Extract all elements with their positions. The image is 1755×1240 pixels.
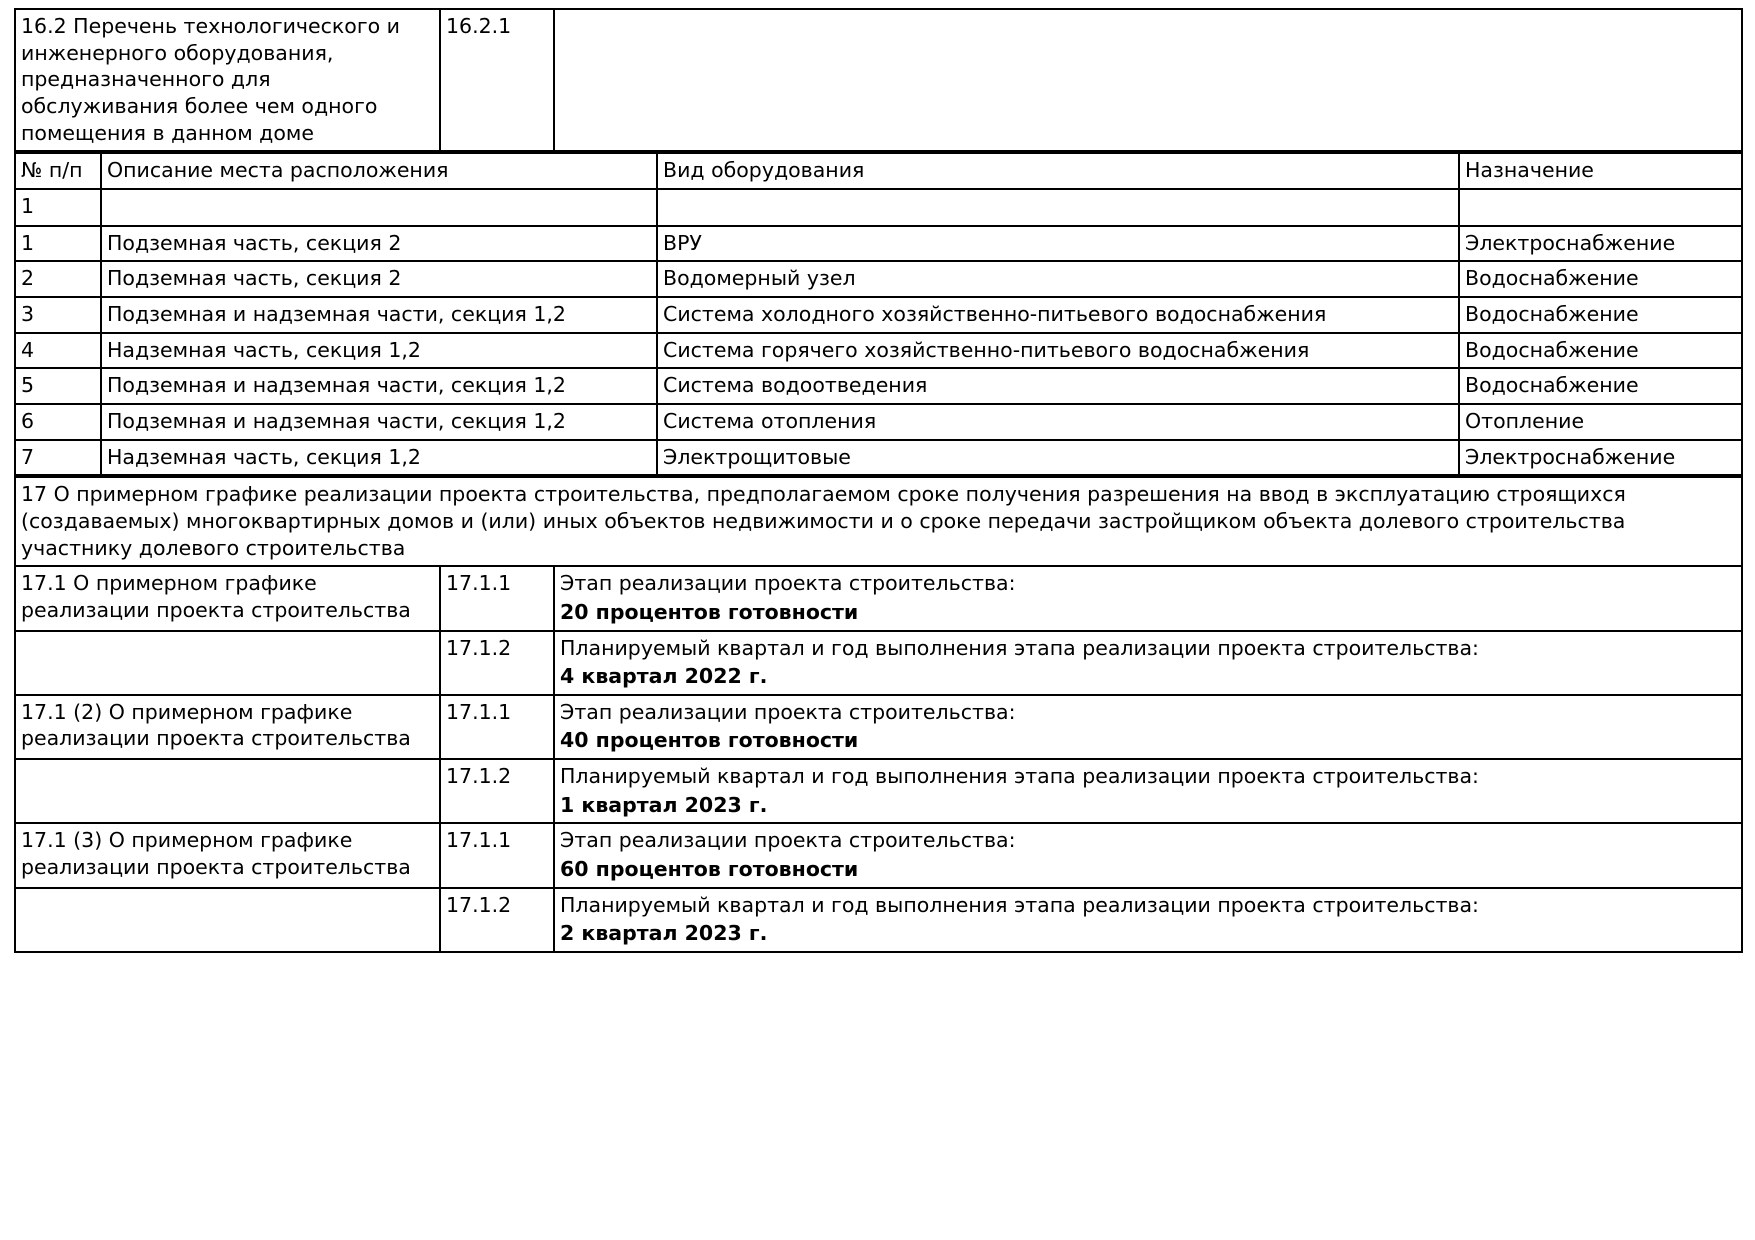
table-row <box>15 566 1742 630</box>
block-stage-cell <box>554 823 1742 887</box>
row-number: 7 <box>15 440 101 476</box>
stage-label: Этап реализации проекта строительства: <box>560 828 1016 853</box>
block-label-empty <box>15 759 440 823</box>
stage-label: Этап реализации проекта строительства: <box>560 699 1016 724</box>
row-number: 2 <box>15 261 101 297</box>
row-purpose: Водоснабжение <box>1459 261 1742 297</box>
table-row <box>15 9 1742 151</box>
block-label: 17.1 (3) О примерном графике реализации проекта строительства <box>15 823 440 887</box>
row-purpose: Электроснабжение <box>1459 440 1742 476</box>
row-number: 1 <box>15 226 101 262</box>
row-location: Надземная часть, секция 1,2 <box>101 333 657 369</box>
block-quarter-cell <box>554 631 1742 695</box>
equipment-group-row <box>15 189 1742 226</box>
group-number: 1 <box>15 189 101 226</box>
block-label-empty <box>15 631 440 695</box>
quarter-value: 4 квартал 2022 г. <box>560 664 768 689</box>
table-row <box>15 404 1742 440</box>
block-quarter-code: 17.1.2 <box>440 759 554 823</box>
group-location <box>101 189 657 226</box>
block-label: 17.1 О примерном графике реализации проекта строительства <box>15 566 440 630</box>
stage-value: 20 процентов готовности <box>560 599 859 624</box>
header-kind: Вид оборудования <box>657 153 1459 189</box>
row-number: 6 <box>15 404 101 440</box>
row-purpose: Электроснабжение <box>1459 226 1742 262</box>
block-label-empty <box>15 888 440 952</box>
block-quarter-cell <box>554 759 1742 823</box>
group-kind <box>657 189 1459 226</box>
row-purpose: Водоснабжение <box>1459 333 1742 369</box>
row-location: Подземная и надземная части, секция 1,2 <box>101 297 657 333</box>
stage-label: Этап реализации проекта строительства: <box>560 571 1016 596</box>
row-location: Надземная часть, секция 1,2 <box>101 440 657 476</box>
block-stage-code: 17.1.1 <box>440 695 554 759</box>
quarter-value: 2 квартал 2023 г. <box>560 921 768 946</box>
block-label: 17.1 (2) О примерном графике реализации проекта строительства <box>15 695 440 759</box>
stage-value: 40 процентов готовности <box>560 728 859 753</box>
row-kind: Система горячего хозяйственно-питьевого водоснабжения <box>657 333 1459 369</box>
row-location: Подземная и надземная части, секция 1,2 <box>101 368 657 404</box>
row-kind: Система водоотведения <box>657 368 1459 404</box>
header-location: Описание места расположения <box>101 153 657 189</box>
table-row <box>15 440 1742 476</box>
table-row <box>15 368 1742 404</box>
section-17-heading: 17 О примерном графике реализации проекта строительства, предполагаемом сроке получения разрешения на ввод в эксплуатацию строящихся (создаваемых) многоквартирных домов и (или) иных объектов недвижимости и о сроке передачи застройщиком объекта долевого строительства участнику долевого строительства <box>15 477 1742 566</box>
row-purpose: Отопление <box>1459 404 1742 440</box>
section-16-2-value <box>554 9 1742 151</box>
section-17-heading-row <box>15 477 1742 566</box>
equipment-table <box>14 152 1743 476</box>
section-17-table <box>14 476 1743 953</box>
row-kind: Система холодного хозяйственно-питьевого водоснабжения <box>657 297 1459 333</box>
section-16-2-table <box>14 8 1743 152</box>
block-quarter-code: 17.1.2 <box>440 888 554 952</box>
quarter-value: 1 квартал 2023 г. <box>560 792 768 817</box>
group-purpose <box>1459 189 1742 226</box>
row-kind: Электрощитовые <box>657 440 1459 476</box>
block-quarter-cell <box>554 888 1742 952</box>
table-row <box>15 759 1742 823</box>
row-location: Подземная часть, секция 2 <box>101 226 657 262</box>
row-location: Подземная часть, секция 2 <box>101 261 657 297</box>
table-row <box>15 297 1742 333</box>
header-purpose: Назначение <box>1459 153 1742 189</box>
table-row <box>15 823 1742 887</box>
quarter-label: Планируемый квартал и год выполнения этапа реализации проекта строительства: <box>560 635 1479 660</box>
table-row <box>15 695 1742 759</box>
quarter-label: Планируемый квартал и год выполнения этапа реализации проекта строительства: <box>560 892 1479 917</box>
section-16-2-title: 16.2 Перечень технологического и инженерного оборудования, предназначенного для обслуживания более чем одного помещения в данном доме <box>15 9 440 151</box>
quarter-label: Планируемый квартал и год выполнения этапа реализации проекта строительства: <box>560 764 1479 789</box>
row-kind: Система отопления <box>657 404 1459 440</box>
row-number: 5 <box>15 368 101 404</box>
table-row <box>15 261 1742 297</box>
row-kind: ВРУ <box>657 226 1459 262</box>
stage-value: 60 процентов готовности <box>560 857 859 882</box>
equipment-table-header-row <box>15 153 1742 189</box>
row-kind: Водомерный узел <box>657 261 1459 297</box>
row-location: Подземная и надземная части, секция 1,2 <box>101 404 657 440</box>
block-stage-code: 17.1.1 <box>440 823 554 887</box>
row-number: 3 <box>15 297 101 333</box>
header-number: № п/п <box>15 153 101 189</box>
block-quarter-code: 17.1.2 <box>440 631 554 695</box>
row-number: 4 <box>15 333 101 369</box>
row-purpose: Водоснабжение <box>1459 297 1742 333</box>
table-row <box>15 333 1742 369</box>
block-stage-cell <box>554 566 1742 630</box>
section-16-2-code: 16.2.1 <box>440 9 554 151</box>
table-row <box>15 888 1742 952</box>
row-purpose: Водоснабжение <box>1459 368 1742 404</box>
block-stage-cell <box>554 695 1742 759</box>
block-stage-code: 17.1.1 <box>440 566 554 630</box>
table-row <box>15 631 1742 695</box>
table-row <box>15 226 1742 262</box>
